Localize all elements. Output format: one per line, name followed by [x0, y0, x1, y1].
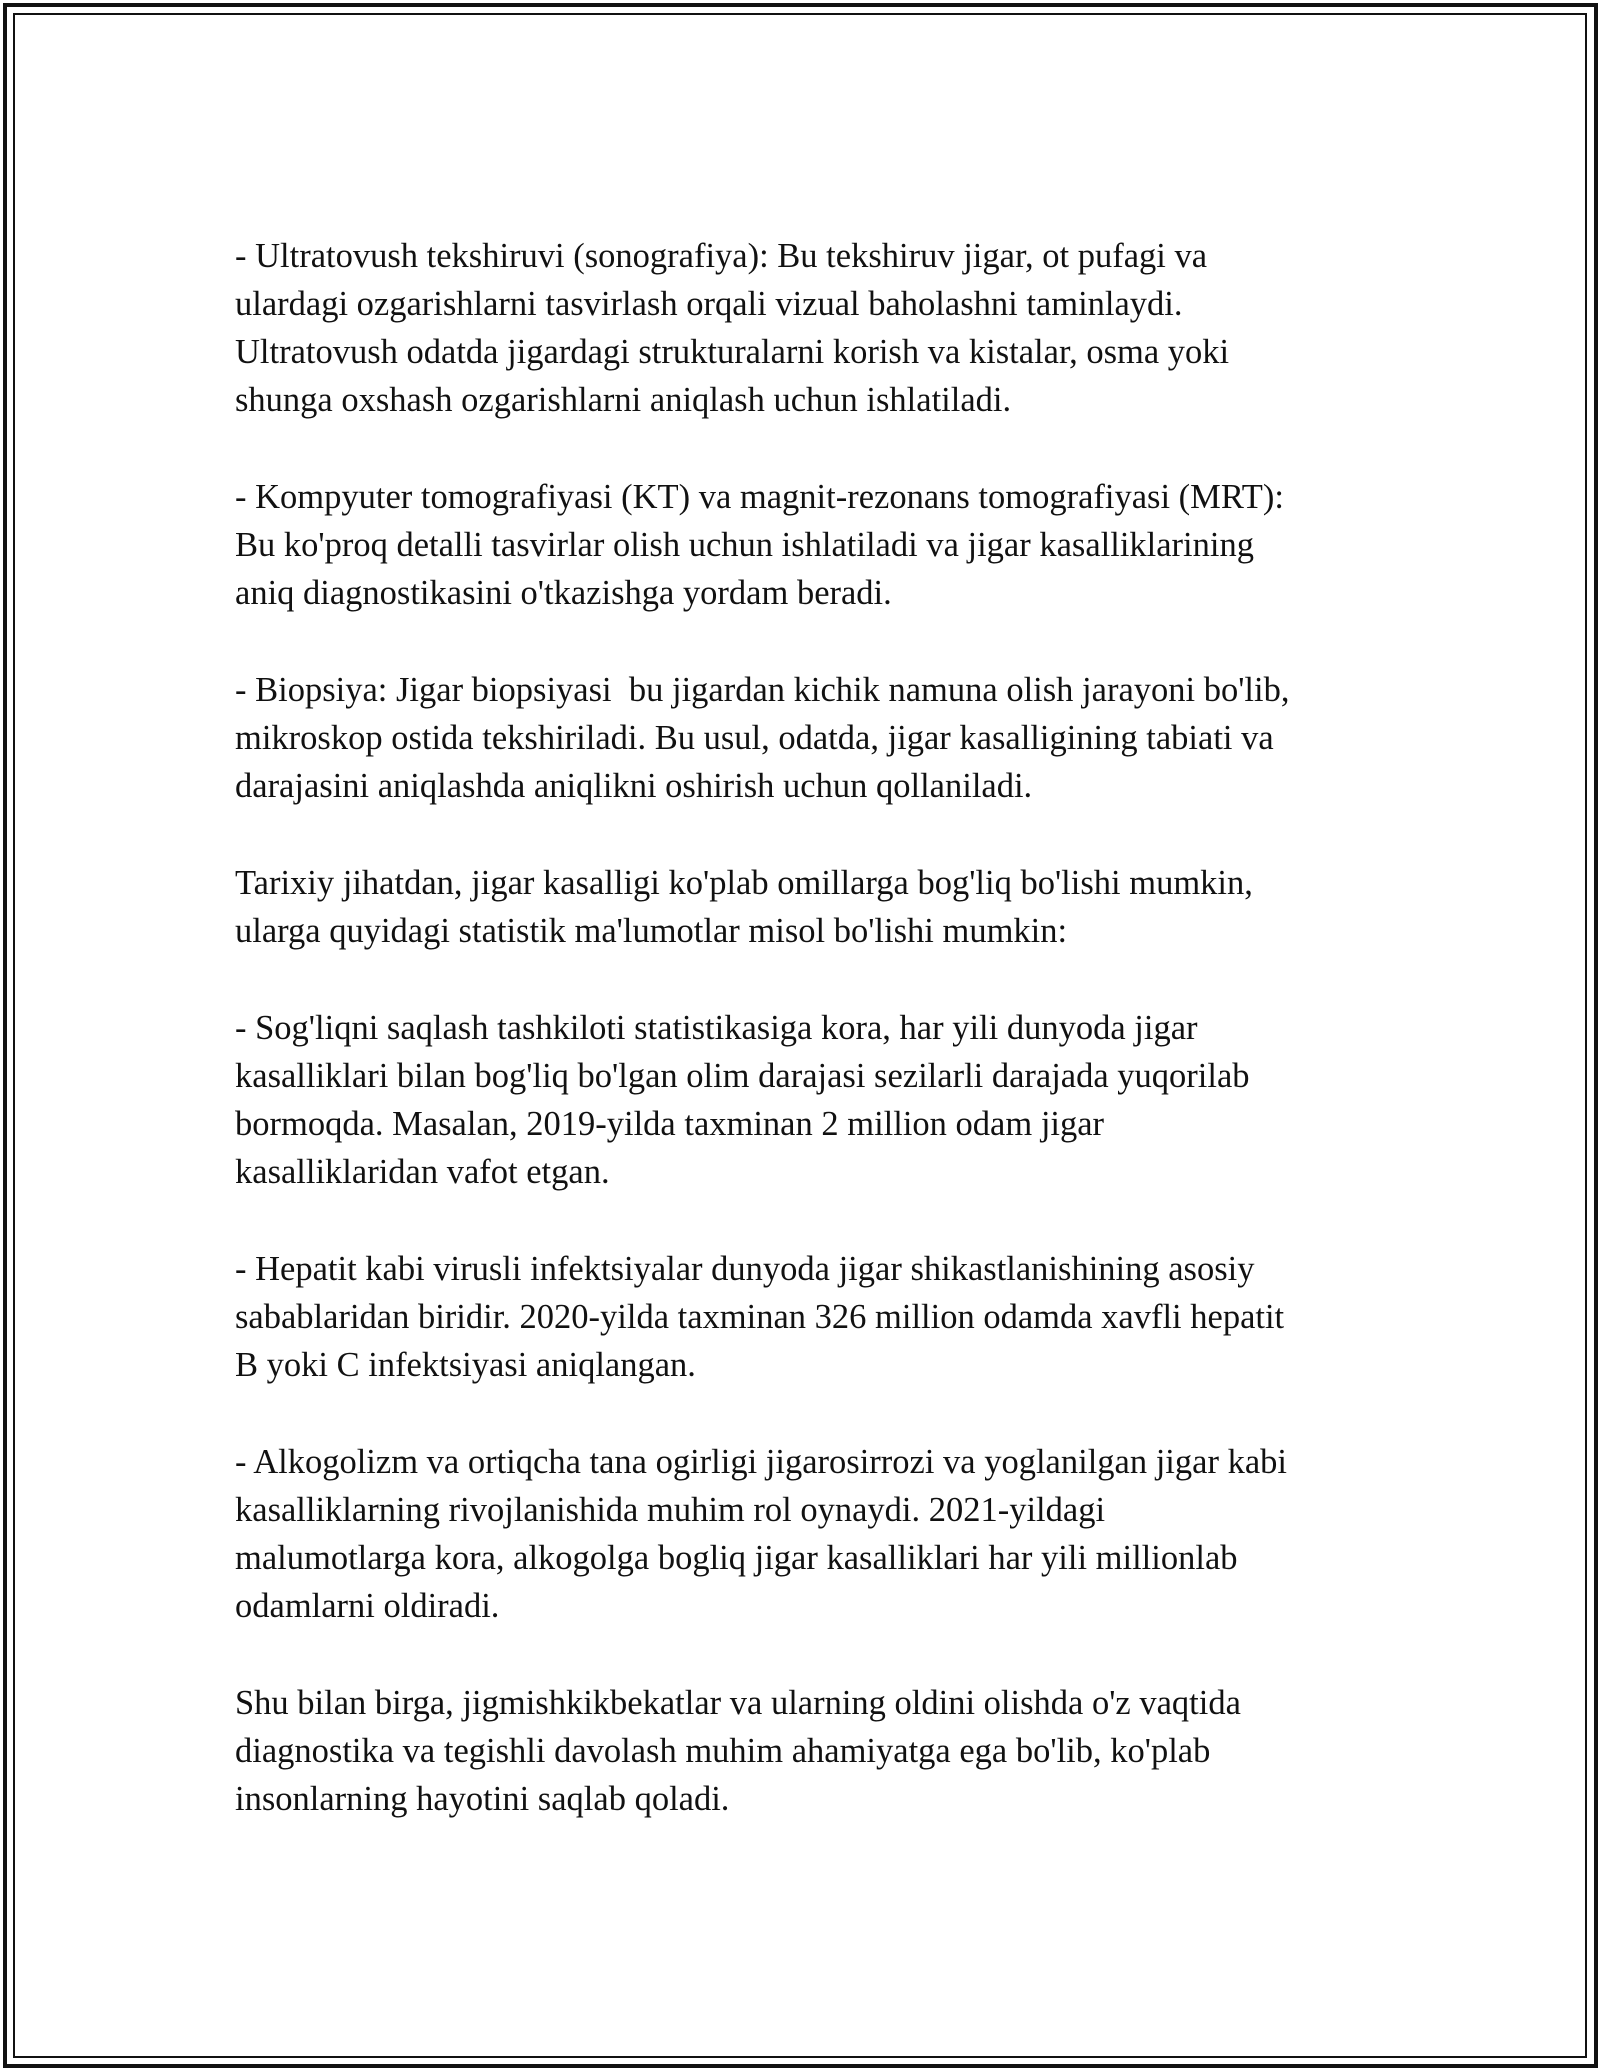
paragraph-spacer [235, 424, 1375, 473]
text-line: - Ultratovush tekshiruvi (sonografiya): Bu tekshiruv jigar, ot pufagi va [235, 237, 1208, 275]
paragraph [235, 232, 1375, 424]
text-line: kasalliklaridan vafot etgan. [235, 1153, 610, 1191]
paragraph [235, 1004, 1375, 1196]
text-line: mikroskop ostida tekshiriladi. Bu usul, odatda, jigar kasalligining tabiati va [235, 719, 1274, 757]
text-line: kasalliklari bilan bog'liq bo'lgan olim darajasi sezilarli darajada yuqorilab [235, 1057, 1250, 1095]
text-line: bormoqda. Masalan, 2019-yilda taxminan 2 million odam jigar [235, 1105, 1105, 1143]
text-line: odamlarni oldiradi. [235, 1587, 500, 1625]
paragraph [235, 1679, 1375, 1823]
paragraph [235, 473, 1375, 617]
paragraph [235, 1438, 1375, 1630]
text-line: B yoki C infektsiyasi aniqlangan. [235, 1346, 696, 1384]
text-line: - Biopsiya: Jigar biopsiyasi bu jigardan kichik namuna olish jarayoni bo'lib, [235, 671, 1290, 709]
text-line: kasalliklarning rivojlanishida muhim rol oynaydi. 2021-yildagi [235, 1491, 1106, 1529]
paragraph-spacer [235, 1196, 1375, 1245]
text-line: ularga quyidagi statistik ma'lumotlar misol bo'lishi mumkin: [235, 912, 1068, 950]
text-line: - Hepatit kabi virusli infektsiyalar dunyoda jigar shikastlanishining asosiy [235, 1250, 1255, 1288]
paragraph-spacer [235, 617, 1375, 666]
text-line: ulardagi ozgarishlarni tasvirlash orqali vizual baholashni taminlaydi. [235, 285, 1183, 323]
paragraph-spacer [235, 955, 1375, 1004]
text-line: Ultratovush odatda jigardagi strukturalarni korish va kistalar, osma yoki [235, 333, 1230, 371]
text-line: insonlarning hayotini saqlab qoladi. [235, 1780, 730, 1818]
paragraph-spacer [235, 1630, 1375, 1679]
text-line: Shu bilan birga, jigmishkikbekatlar va ularning oldini olishda o'z vaqtida [235, 1684, 1241, 1722]
paragraph-spacer [235, 810, 1375, 859]
paragraph [235, 666, 1375, 810]
paragraph [235, 1245, 1375, 1389]
text-line: darajasini aniqlashda aniqlikni oshirish uchun qollaniladi. [235, 767, 1033, 805]
text-line: Bu ko'proq detalli tasvirlar olish uchun ishlatiladi va jigar kasalliklarining [235, 526, 1254, 564]
text-line: - Kompyuter tomografiyasi (KT) va magnit-rezonans tomografiyasi (MRT): [235, 478, 1284, 516]
text-line: sabablaridan biridir. 2020-yilda taxminan 326 million odamda xavfli hepatit [235, 1298, 1285, 1336]
paragraph-spacer [235, 1389, 1375, 1438]
text-line: Tarixiy jihatdan, jigar kasalligi ko'plab omillarga bog'liq bo'lishi mumkin, [235, 864, 1253, 902]
text-line: - Alkogolizm va ortiqcha tana ogirligi jigarosirrozi va yoglanilgan jigar kabi [235, 1443, 1287, 1481]
text-line: aniq diagnostikasini o'tkazishga yordam beradi. [235, 574, 892, 612]
paragraph [235, 859, 1375, 955]
text-line: - Sog'liqni saqlash tashkiloti statistikasiga kora, har yili dunyoda jigar [235, 1009, 1198, 1047]
text-line: diagnostika va tegishli davolash muhim ahamiyatga ega bo'lib, ko'plab [235, 1732, 1211, 1770]
text-line: malumotlarga kora, alkogolga bogliq jigar kasalliklari har yili millionlab [235, 1539, 1238, 1577]
document-body [235, 232, 1375, 1823]
text-line: shunga oxshash ozgarishlarni aniqlash uchun ishlatiladi. [235, 381, 1012, 419]
